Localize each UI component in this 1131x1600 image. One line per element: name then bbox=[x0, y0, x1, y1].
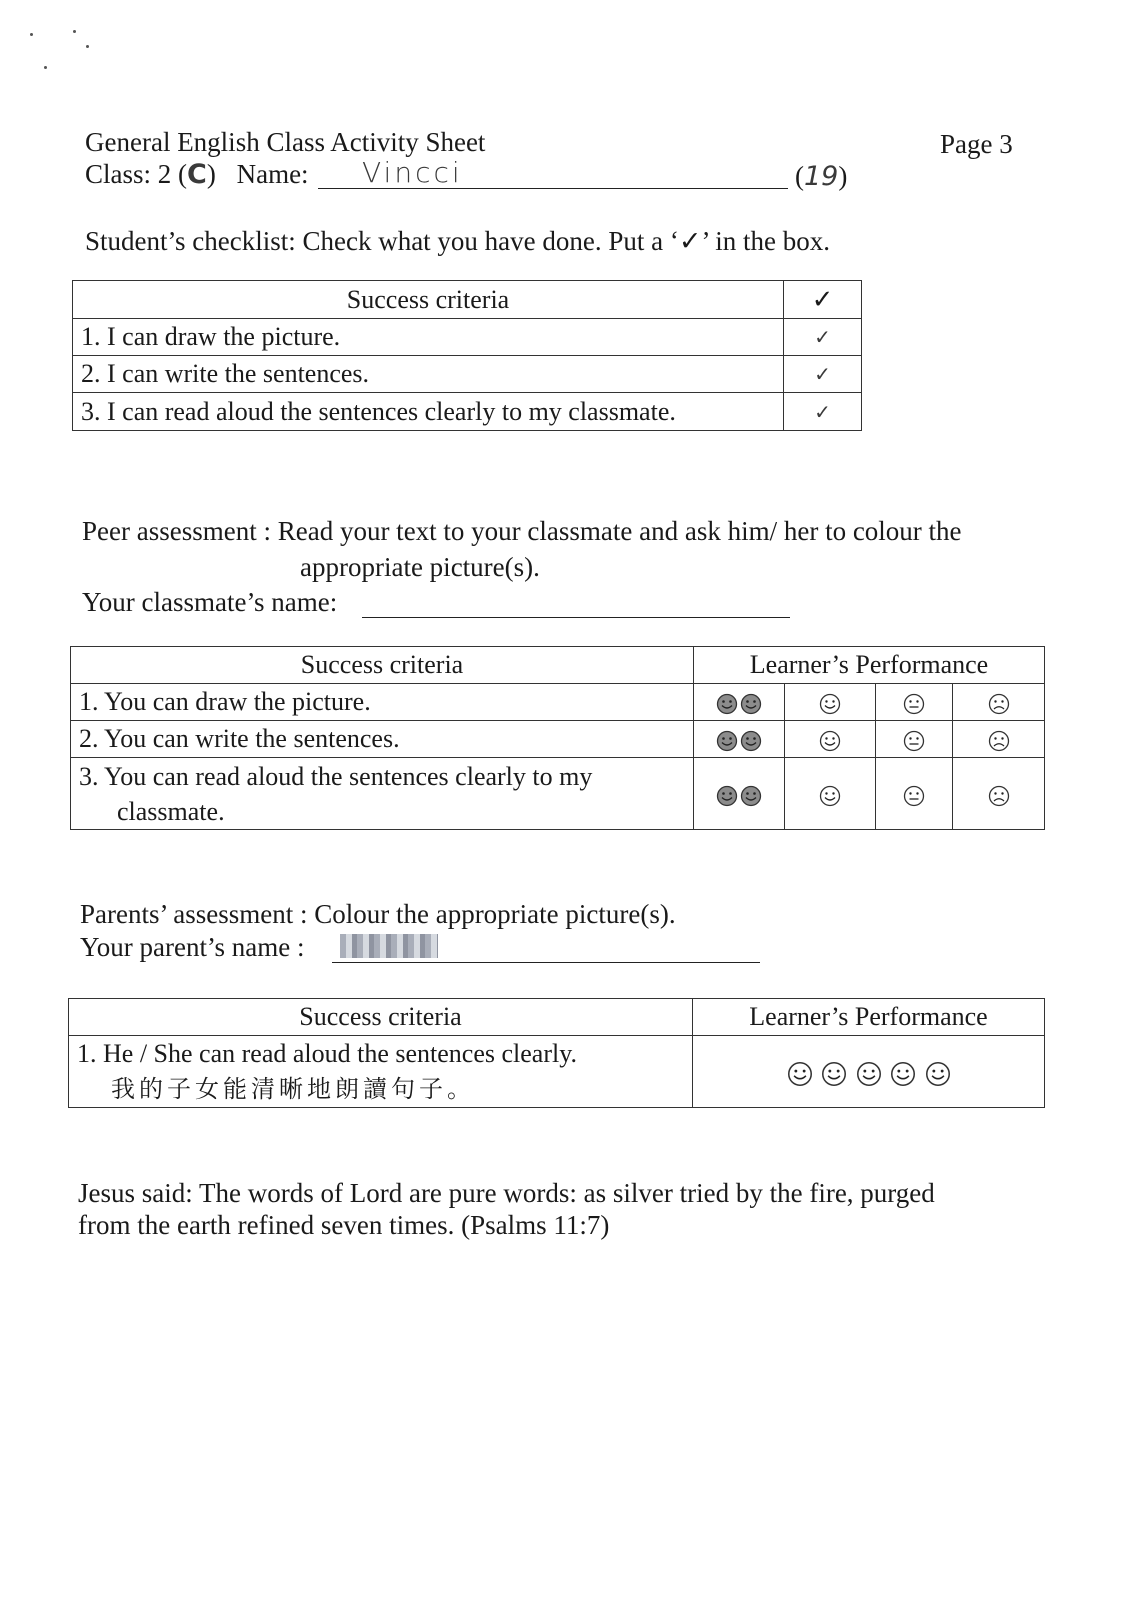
quote-line-2: from the earth refined seven times. (Psalms 11:7) bbox=[78, 1210, 610, 1240]
criteria-text: 2. You can write the sentences. bbox=[71, 721, 694, 758]
shaded-smile-face-icon bbox=[716, 730, 738, 752]
parents-instruction: Parents’ assessment : Colour the appropriate picture(s). bbox=[80, 899, 676, 929]
page-number: Page 3 bbox=[940, 129, 1013, 159]
double-smile-face-cell[interactable] bbox=[694, 684, 785, 721]
table-row bbox=[71, 721, 1045, 758]
shaded-smile-face-icon bbox=[740, 785, 762, 807]
col-check: ✓ bbox=[784, 281, 862, 319]
col-success-criteria: Success criteria bbox=[73, 281, 784, 319]
scan-speck bbox=[86, 45, 89, 48]
col-learner-performance: Learner’s Performance bbox=[694, 647, 1045, 684]
scan-speck bbox=[30, 33, 33, 36]
peer-instruction-line-2: appropriate picture(s). bbox=[300, 552, 540, 582]
parent-name-label: Your parent’s name : bbox=[80, 932, 305, 962]
redacted-parent-name bbox=[340, 934, 438, 958]
name-value: Vincci bbox=[362, 156, 463, 189]
sad-face-cell[interactable] bbox=[953, 758, 1045, 830]
parent-faces-cell[interactable] bbox=[693, 1036, 1045, 1108]
shaded-smile-face-icon bbox=[716, 693, 738, 715]
number-value: 19 bbox=[804, 161, 839, 192]
criteria-text: 3. I can read aloud the sentences clearly to my classmate. bbox=[73, 393, 784, 431]
class-line bbox=[85, 158, 309, 191]
table-row bbox=[69, 1036, 1045, 1108]
smile-face-icon[interactable] bbox=[925, 1061, 951, 1087]
shaded-smile-face-icon bbox=[740, 730, 762, 752]
smile-face-icon[interactable] bbox=[856, 1061, 882, 1087]
checklist-instruction: Student’s checklist: Check what you have done. Put a ‘✓’ in the box. bbox=[85, 226, 830, 256]
scan-speck bbox=[73, 30, 76, 33]
check-mark: ✓ bbox=[784, 393, 862, 431]
criteria-text: 1. You can draw the picture. bbox=[71, 684, 694, 721]
smile-face-icon bbox=[819, 785, 841, 807]
sad-face-icon bbox=[988, 730, 1010, 752]
quote-line-1: Jesus said: The words of Lord are pure words: as silver tried by the fire, purged bbox=[78, 1178, 935, 1208]
sad-face-cell[interactable] bbox=[953, 721, 1045, 758]
parents-table bbox=[68, 998, 1045, 1108]
neutral-face-icon bbox=[903, 693, 925, 715]
col-success-criteria: Success criteria bbox=[71, 647, 694, 684]
peer-instruction-line-1: Peer assessment : Read your text to your classmate and ask him/ her to colour the bbox=[82, 516, 962, 546]
parent-name-underline bbox=[332, 962, 760, 963]
table-row bbox=[73, 393, 862, 431]
col-learner-performance: Learner’s Performance bbox=[693, 999, 1045, 1036]
checklist-table bbox=[72, 280, 862, 431]
criteria-text-chinese: 我的子女能清晰地朗讀句子。 bbox=[111, 1075, 475, 1103]
class-letter: C bbox=[187, 159, 207, 190]
smile-face-cell[interactable] bbox=[785, 721, 876, 758]
shaded-smile-face-icon bbox=[740, 693, 762, 715]
peer-label: Peer assessment : bbox=[82, 516, 271, 546]
classmate-name-underline bbox=[362, 617, 790, 618]
check-mark: ✓ bbox=[784, 319, 862, 356]
table-row bbox=[71, 758, 1045, 830]
criteria-text: 1. I can draw the picture. bbox=[73, 319, 784, 356]
neutral-face-cell[interactable] bbox=[876, 684, 953, 721]
criteria-text: 2. I can write the sentences. bbox=[73, 356, 784, 393]
smile-face-icon[interactable] bbox=[890, 1061, 916, 1087]
criteria-text: 1. He / She can read aloud the sentences clearly. 我的子女能清晰地朗讀句子。 bbox=[69, 1036, 693, 1108]
peer-table bbox=[70, 646, 1045, 830]
neutral-face-cell[interactable] bbox=[876, 758, 953, 830]
smile-face-icon bbox=[819, 693, 841, 715]
double-smile-face-cell[interactable] bbox=[694, 758, 785, 830]
scan-speck bbox=[44, 66, 47, 69]
name-label: Name: bbox=[236, 159, 309, 189]
classmate-name-label: Your classmate’s name: bbox=[82, 587, 338, 617]
neutral-face-cell[interactable] bbox=[876, 721, 953, 758]
criteria-text: 3. You can read aloud the sentences clearly to my classmate. bbox=[71, 758, 694, 830]
smile-face-cell[interactable] bbox=[785, 684, 876, 721]
class-label: Class: 2 ( bbox=[85, 159, 188, 189]
sad-face-cell[interactable] bbox=[953, 684, 1045, 721]
parents-label: Parents’ assessment : bbox=[80, 899, 308, 929]
smile-face-icon bbox=[819, 730, 841, 752]
sad-face-icon bbox=[988, 693, 1010, 715]
sad-face-icon bbox=[988, 785, 1010, 807]
table-row bbox=[73, 319, 862, 356]
check-mark: ✓ bbox=[784, 356, 862, 393]
smile-face-icon[interactable] bbox=[821, 1061, 847, 1087]
neutral-face-icon bbox=[903, 785, 925, 807]
sheet-title: General English Class Activity Sheet bbox=[85, 127, 486, 157]
neutral-face-icon bbox=[903, 730, 925, 752]
shaded-smile-face-icon bbox=[716, 785, 738, 807]
col-success-criteria: Success criteria bbox=[69, 999, 693, 1036]
double-smile-face-cell[interactable] bbox=[694, 721, 785, 758]
table-row bbox=[71, 684, 1045, 721]
class-number: (19) bbox=[795, 161, 848, 192]
smile-face-icon[interactable] bbox=[787, 1061, 813, 1087]
table-row bbox=[73, 356, 862, 393]
class-close: ) bbox=[206, 159, 216, 189]
smile-face-cell[interactable] bbox=[785, 758, 876, 830]
